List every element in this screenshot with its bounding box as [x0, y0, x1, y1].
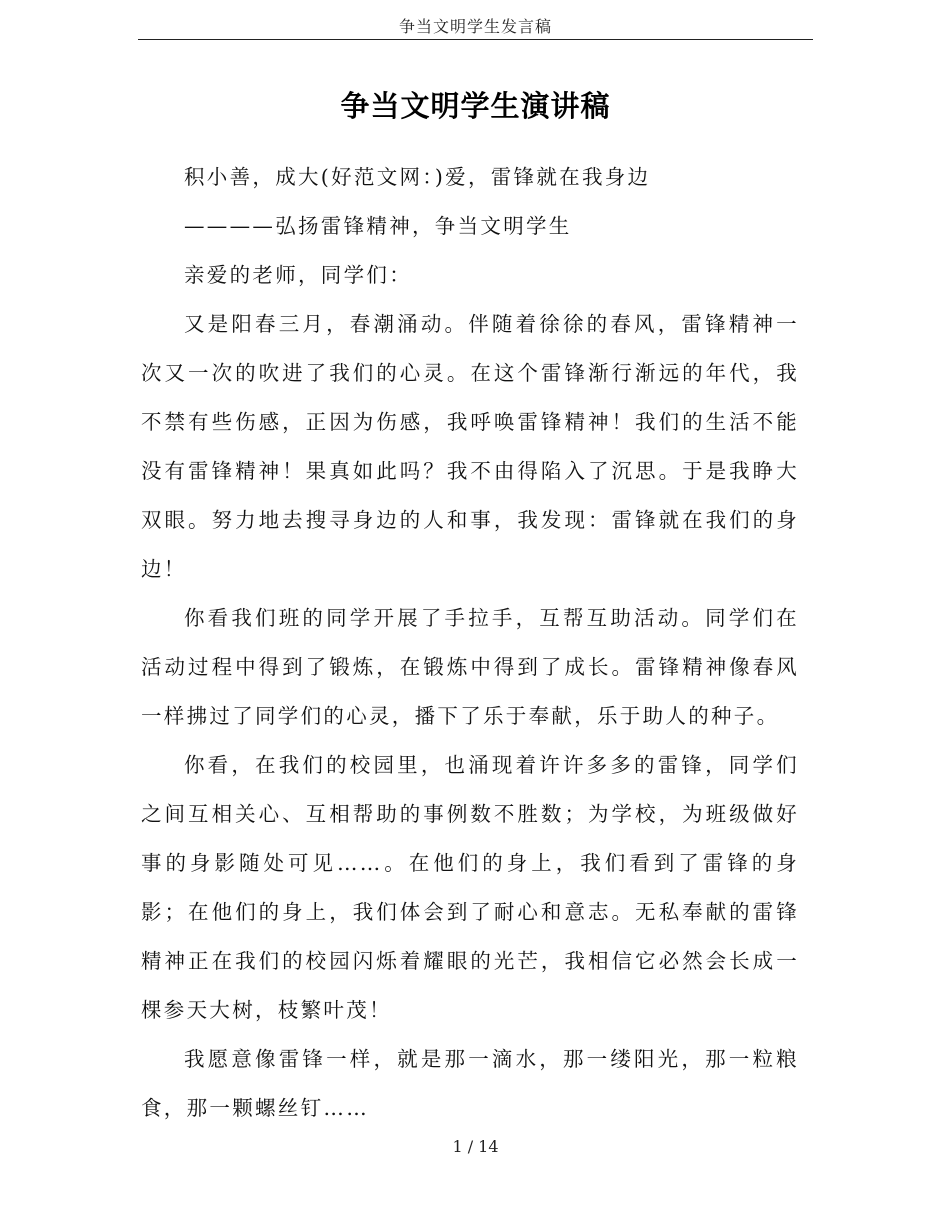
- document-title: 争当文明学生演讲稿: [340, 89, 611, 123]
- header-rule: [138, 39, 813, 40]
- paragraph: 我愿意像雷锋一样，就是那一滴水，那一缕阳光，那一粒粮食，那一颗螺丝钉……: [141, 1047, 799, 1120]
- paragraph: 又是阳春三月，春潮涌动。伴随着徐徐的春风，雷锋精神一次又一次的吹进了我们的心灵。在这个雷锋渐行渐远的年代，我不禁有些伤感，正因为伤感，我呼唤雷锋精神！我们的生活不能没有雷锋精神！果真如此吗？我不由得陷入了沉思。于是我睁大双眼。努力地去搜寻身边的人和事，我发现：雷锋就在我们的身边！: [141, 312, 799, 581]
- paragraph: 你看我们班的同学开展了手拉手，互帮互助活动。同学们在活动过程中得到了锻炼，在锻炼中得到了成长。雷锋精神像春风一样拂过了同学们的心灵，播下了乐于奉献，乐于助人的种子。: [141, 606, 799, 728]
- page-number: 1 / 14: [452, 1137, 499, 1156]
- paragraph: 你看，在我们的校园里，也涌现着许许多多的雷锋，同学们之间互相关心、互相帮助的事例数不胜数；为学校，为班级做好事的身影随处可见……。在他们的身上，我们看到了雷锋的身影；在他们的身上，我们体会到了耐心和意志。无私奉献的雷锋精神正在我们的校园闪烁着耀眼的光芒，我相信它必然会长成一棵参天大树，枝繁叶茂！: [141, 753, 799, 1022]
- document-body: [141, 153, 799, 1133]
- paragraph-salutation: 亲爱的老师，同学们：: [184, 263, 412, 287]
- running-header: 争当文明学生发言稿: [398, 17, 552, 36]
- paragraph-subtitle: 积小善，成大(好范文网：)爱，雷锋就在我身边: [184, 165, 651, 189]
- paragraph-theme: ————弘扬雷锋精神，争当文明学生: [184, 214, 572, 238]
